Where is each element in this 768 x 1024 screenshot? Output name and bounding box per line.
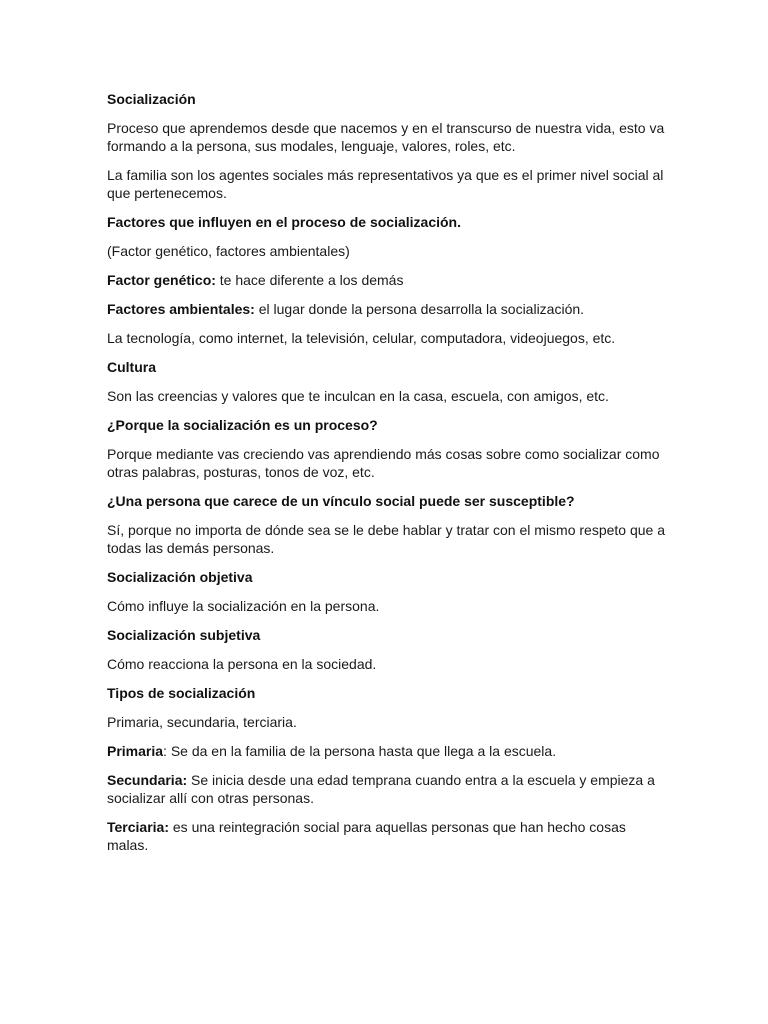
tertiary-label: Terciaria: <box>107 819 169 835</box>
heading-factors: Factores que influyen en el proceso de socialización. <box>107 214 461 230</box>
tertiary-text: es una reintegración social para aquellas personas que han hecho cosas malas. <box>107 819 626 853</box>
paragraph-definition: Proceso que aprendemos desde que nacemos y en el transcurso de nuestra vida, esto va formando a la persona, sus modales, lenguaje, valores, roles, etc. <box>107 120 665 154</box>
paragraph-social-bond: Sí, porque no importa de dónde sea se le debe hablar y tratar con el mismo respeto que a todas las demás personas. <box>107 522 666 556</box>
paragraph-primary <box>107 742 667 760</box>
heading-why-process: ¿Porque la socialización es un proceso? <box>107 417 378 433</box>
primary-text: : Se da en la familia de la persona hasta que llega a la escuela. <box>163 743 557 759</box>
paragraph-environmental-factors <box>107 300 667 318</box>
paragraph-family: La familia son los agentes sociales más representativos ya que es el primer nivel social al que pertenecemos. <box>107 167 664 201</box>
paragraph-types-list: Primaria, secundaria, terciaria. <box>107 714 297 730</box>
genetic-factor-text: te hace diferente a los demás <box>215 272 404 288</box>
heading-subjective-socialization: Socialización subjetiva <box>107 627 261 643</box>
heading-objective-socialization: Socialización objetiva <box>107 569 253 585</box>
primary-label: Primaria <box>107 743 164 759</box>
paragraph-technology: La tecnología, como internet, la televisión, celular, computadora, videojuegos, etc. <box>107 330 616 346</box>
paragraph-genetic-factor <box>107 271 667 289</box>
heading-culture: Cultura <box>107 359 156 375</box>
document-title: Socialización <box>107 91 196 107</box>
environmental-factors-text: el lugar donde la persona desarrolla la socialización. <box>254 301 585 317</box>
genetic-factor-label: Factor genético: <box>107 272 216 288</box>
environmental-factors-label: Factores ambientales: <box>107 301 255 317</box>
heading-types: Tipos de socialización <box>107 685 256 701</box>
paragraph-why-process: Porque mediante vas creciendo vas aprendiendo más cosas sobre como socializar como otras palabras, posturas, tonos de voz, etc. <box>107 446 660 480</box>
paragraph-subjective-socialization: Cómo reacciona la persona en la sociedad. <box>107 656 377 672</box>
paragraph-secondary <box>107 771 667 807</box>
paragraph-factors-list: (Factor genético, factores ambientales) <box>107 243 350 259</box>
paragraph-objective-socialization: Cómo influye la socialización en la persona. <box>107 598 380 614</box>
secondary-label: Secundaria: <box>107 772 188 788</box>
paragraph-tertiary <box>107 818 667 854</box>
document-page <box>107 90 667 865</box>
heading-social-bond: ¿Una persona que carece de un vínculo social puede ser susceptible? <box>107 493 575 509</box>
paragraph-culture: Son las creencias y valores que te inculcan en la casa, escuela, con amigos, etc. <box>107 388 609 404</box>
secondary-text: Se inicia desde una edad temprana cuando entra a la escuela y empieza a socializar allí con otras personas. <box>107 772 655 806</box>
